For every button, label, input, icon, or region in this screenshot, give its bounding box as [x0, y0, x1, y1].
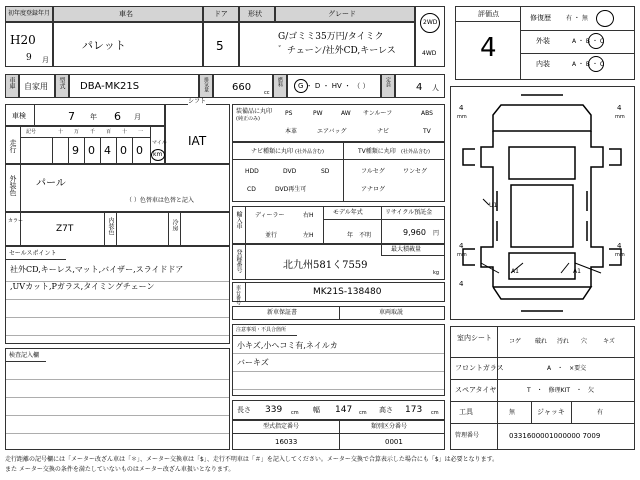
- equip-leather: 本革: [285, 128, 298, 135]
- glass-value: A ・ ×要交: [547, 365, 587, 372]
- grade-label: グレード: [328, 10, 356, 18]
- reg-month-unit: 月: [42, 56, 49, 64]
- drive-cell: [415, 6, 445, 67]
- inspector-box: [5, 348, 230, 450]
- model-value: DBA-MK21S: [80, 81, 140, 92]
- import-right-hand: 右H: [303, 212, 314, 219]
- width-value: 147: [335, 405, 353, 415]
- diagram-unit-fl: mm: [457, 114, 467, 120]
- tool-label: 工具: [459, 408, 473, 416]
- shift-label: シフト: [188, 98, 207, 105]
- notes-line2: バーキズ: [237, 358, 269, 367]
- chassis-value: MK21S-138480: [313, 287, 382, 297]
- inspection-row: [5, 104, 165, 126]
- seat-burn: コゲ: [509, 338, 522, 345]
- car-name-value: パレット: [82, 39, 126, 52]
- height-value: 173: [405, 405, 423, 415]
- equip-ps: PS: [285, 110, 293, 117]
- mileage-digit-1: 9: [72, 144, 79, 157]
- tv-fullseg: フルセグ: [361, 168, 385, 175]
- load-label: 最大積載量: [391, 246, 422, 253]
- navi-hdd: HDD: [245, 168, 259, 175]
- color-code-value: Z7T: [56, 224, 74, 234]
- sales-point-box: [5, 246, 230, 344]
- cap-unit: 人: [432, 84, 439, 92]
- grade-line1: G/ゴミミ35万円/タイミク: [278, 32, 384, 42]
- car-name-cell: [53, 22, 203, 67]
- import-label: 輸入車: [235, 211, 242, 229]
- glass-label: フロントガラス: [455, 364, 504, 372]
- type-number-label: 型式指定番号: [263, 423, 300, 430]
- equip-sunroof: サンルーフ: [363, 110, 393, 117]
- equip-airbag: エアバッグ: [317, 128, 347, 135]
- grade-line2: ゛チェーン/社外CD,キーレス: [278, 46, 396, 56]
- use-label: 車庫: [8, 77, 15, 89]
- mileage-digit-h5: 一: [138, 129, 144, 135]
- dims-box: [232, 400, 445, 420]
- doors-header: [203, 6, 239, 22]
- use-cell: [19, 74, 55, 98]
- car-diagram-panel: [450, 86, 635, 320]
- mileage-digit-h3: 百: [106, 129, 112, 135]
- color-row: [5, 164, 230, 212]
- diagram-mark-fl: 4: [459, 104, 464, 112]
- jack-label: ジャッキ: [537, 408, 565, 416]
- import-box: [232, 206, 445, 244]
- interior-label: 内装: [536, 60, 550, 68]
- tv-label: TV種類に丸印: [358, 148, 396, 155]
- diagram-mark-fr: 4: [617, 104, 622, 112]
- exterior-b-circle: [588, 33, 604, 49]
- model-header: [55, 74, 69, 98]
- seat-stain: 汚れ: [557, 338, 570, 345]
- color-code-row: [5, 212, 230, 246]
- doors-value: 5: [216, 39, 224, 53]
- recycle-value: 9,960: [403, 228, 426, 237]
- width-unit: cm: [359, 410, 367, 416]
- jack-value: 有: [597, 409, 604, 416]
- notes-label: 注意事項・不具合箇所: [236, 327, 287, 333]
- equip-tv: TV: [423, 128, 431, 135]
- mileage-unit-mile: マイル: [152, 140, 167, 146]
- recycle-label: リサイクル預託金: [385, 209, 433, 216]
- inspection-month: 6: [114, 110, 121, 123]
- cap-header: [381, 74, 395, 98]
- repair-label: 修復歴: [530, 14, 551, 22]
- disp-unit: cc: [264, 90, 270, 96]
- fuel-header: [273, 74, 287, 98]
- seat-tear: 破れ: [535, 338, 548, 345]
- diagram-mark-rl: 4: [459, 242, 464, 250]
- tire-value: T ・ 修理KIT ・ 欠: [527, 387, 595, 394]
- equip-navi: ナビ: [377, 128, 390, 135]
- exterior-label: 外装: [536, 37, 550, 45]
- recycle-unit: 円: [433, 230, 440, 237]
- shape-header: [239, 6, 275, 22]
- reg-label: 登録番号: [235, 249, 242, 273]
- color-label: 外装色: [9, 175, 17, 196]
- interior-color-label: 内装色: [107, 217, 114, 235]
- class-number-value: 0001: [385, 438, 403, 446]
- interior-b-circle: [588, 56, 604, 72]
- model-year-value: 年 不明: [347, 232, 372, 239]
- model-year-label: モデル年式: [333, 209, 363, 216]
- use-header: [5, 74, 19, 98]
- mileage-label: 走行: [9, 139, 17, 153]
- grade-cell: [239, 22, 415, 67]
- color-value: パール: [36, 178, 66, 189]
- import-parallel: 並行: [265, 232, 278, 239]
- reg-month: 9: [26, 53, 32, 63]
- shift-cell: [165, 98, 230, 164]
- tv-analog: アナログ: [361, 186, 386, 193]
- score-value: 4: [480, 33, 497, 63]
- disp-value: 660: [232, 82, 252, 93]
- doors-cell: [203, 22, 239, 67]
- drive-4wd: 4WD: [422, 50, 437, 57]
- manual-label: 車両取説: [379, 309, 404, 316]
- equipment-label: 装備品に丸印: [236, 108, 273, 115]
- repair-none-circle: [596, 10, 614, 27]
- mileage-digit-h4: 十: [122, 129, 128, 135]
- diagram-unit-rl: mm: [457, 252, 467, 258]
- footer-line2: また メーター交換の条件を満たしていないものはメーター改ざん車扱いとなります。: [5, 466, 235, 473]
- notes-box: [232, 324, 445, 396]
- exterior-options: A ・ B ・ C: [572, 38, 605, 45]
- tire-label: スペアタイヤ: [455, 386, 497, 394]
- equip-pw: PW: [313, 110, 323, 117]
- height-label: 高さ: [379, 406, 393, 414]
- color-code-label: カラー: [8, 218, 24, 224]
- equipment-sub: (純正のみ): [236, 116, 260, 122]
- chassis-label: 車台番号: [235, 285, 241, 305]
- mgmt-value: 0331600001000000 7009: [509, 432, 601, 440]
- reg-era: H20: [10, 33, 36, 47]
- equip-aw: AW: [341, 110, 351, 117]
- mileage-digit-4: 0: [120, 144, 127, 157]
- mileage-unit-km: km: [153, 151, 163, 158]
- tv-sub: (社外品含む): [401, 149, 430, 155]
- guarantee-label: 新車保証書: [267, 309, 298, 316]
- length-value: 339: [265, 405, 283, 415]
- grade-header: [275, 6, 415, 22]
- diagram-mark-a1-right: A1: [573, 268, 581, 275]
- navi-sub: (社外品含む): [295, 149, 324, 155]
- equip-abs: ABS: [421, 110, 433, 117]
- import-dealer: ディーラー: [255, 212, 285, 219]
- shift-value: IAT: [188, 134, 207, 148]
- use-value: 自家用: [24, 82, 48, 91]
- cap-value: 4: [416, 82, 423, 93]
- model-cell: [69, 74, 199, 98]
- diagram-unit-rr: mm: [615, 252, 625, 258]
- mileage-digit-h0: 十: [58, 129, 64, 135]
- aircon-label: 冷房: [171, 219, 178, 231]
- type-nums-box: [232, 420, 445, 450]
- length-label: 長さ: [237, 406, 251, 414]
- footer: [5, 455, 635, 477]
- inspection-month-unit: 月: [134, 113, 141, 121]
- score-panel: [455, 6, 635, 80]
- diagram-mark-rear: 4: [459, 280, 464, 288]
- mgmt-label: 管理番号: [455, 432, 480, 439]
- reg-year-header: [5, 6, 53, 22]
- guarantee-box: [232, 306, 445, 320]
- shape-label: 形状: [248, 10, 262, 18]
- mileage-digit-3: 4: [104, 144, 111, 157]
- doors-label: ドア: [214, 10, 228, 18]
- navi-box: [232, 142, 445, 202]
- disp-cell: [213, 74, 273, 98]
- height-unit: cm: [431, 410, 439, 416]
- sales-line1: 社外CD,キーレス,マット,バイザー,スライドドア: [10, 265, 184, 274]
- disp-header: [199, 74, 213, 98]
- chassis-box: [232, 282, 445, 305]
- type-number-value: 16033: [275, 438, 298, 446]
- inspection-year: 7: [68, 110, 75, 123]
- inspection-year-unit: 年: [90, 113, 97, 121]
- length-unit: cm: [291, 410, 299, 416]
- reg-year-label: 初年度登録年月: [8, 10, 51, 17]
- notes-line1: 小キズ,小ヘコミ有,ネイルカ: [237, 341, 338, 350]
- mileage-row: [5, 126, 165, 164]
- load-unit: kg: [433, 270, 440, 276]
- tool-value: 無: [509, 409, 516, 416]
- seat-label: 室内シート: [457, 334, 492, 342]
- model-label: 型式: [58, 77, 65, 89]
- mileage-digit-h1: 万: [74, 129, 80, 135]
- fuel-cell: [287, 74, 381, 98]
- import-left-hand: 左H: [303, 232, 314, 239]
- color-note: （ ）色替車は色替と記入: [126, 197, 194, 204]
- diagram-mark-a1-left: A1: [511, 268, 519, 275]
- car-name-label: 車名: [119, 10, 133, 18]
- mileage-digit-h2: 千: [90, 129, 96, 135]
- class-number-label: 類別区分番号: [371, 423, 408, 430]
- car-diagram: [451, 87, 634, 319]
- navi-cd: CD: [247, 186, 256, 193]
- mileage-note-label: 記号: [26, 129, 37, 135]
- inspector-label: 検査記入欄: [9, 352, 40, 359]
- disp-label: 排気量: [203, 77, 209, 92]
- width-label: 幅: [313, 406, 320, 414]
- fuel-value: G ・ D ・ HV ・ （ ）: [298, 82, 370, 90]
- equipment-box: [232, 104, 445, 142]
- mileage-digit-5: 0: [136, 144, 143, 157]
- interior-options: A ・ B ・ C: [572, 61, 605, 68]
- footer-line1: 走行距離の記号欄には「メーター改ざん車は「＊」、メーター交換車は「$」、走行不明車は「＃」を記入してください。メーター交換で合算表示した場合にも「$」は必要となります。: [5, 456, 499, 463]
- diagram-mark-u1: U1: [489, 202, 498, 209]
- seat-hole: 穴: [581, 338, 588, 345]
- diagram-mark-rr: 4: [617, 242, 622, 250]
- fuel-label: 燃料: [277, 77, 283, 87]
- reg-year-cell: [5, 22, 53, 67]
- score-label: 評価点: [478, 10, 499, 18]
- sales-label: セールスポイント: [9, 250, 57, 257]
- seat-scratch: キズ: [603, 338, 615, 345]
- sales-line2: ,UVカット,Pガラス,タイミングチェーン: [10, 282, 155, 291]
- navi-dvd-play: DVD再生可: [275, 186, 307, 193]
- repair-options: 有 ・ 無: [566, 15, 588, 22]
- cap-label: 定員: [385, 77, 391, 87]
- diagram-unit-fr: mm: [615, 114, 625, 120]
- cap-cell: [395, 74, 445, 98]
- drive-2wd: 2WD: [423, 19, 438, 26]
- reg-value: 北九州581く7559: [283, 260, 368, 271]
- reg-box: [232, 244, 445, 280]
- navi-sd: SD: [321, 168, 330, 175]
- navi-dvd: DVD: [283, 168, 297, 175]
- inspection-label: 車検: [12, 112, 26, 120]
- tv-oneseg: ワンセグ: [403, 168, 428, 175]
- car-name-header: [53, 6, 203, 22]
- navi-label: ナビ種類に丸印: [251, 148, 294, 155]
- info-table: [450, 326, 635, 450]
- mileage-digit-2: 0: [88, 144, 95, 157]
